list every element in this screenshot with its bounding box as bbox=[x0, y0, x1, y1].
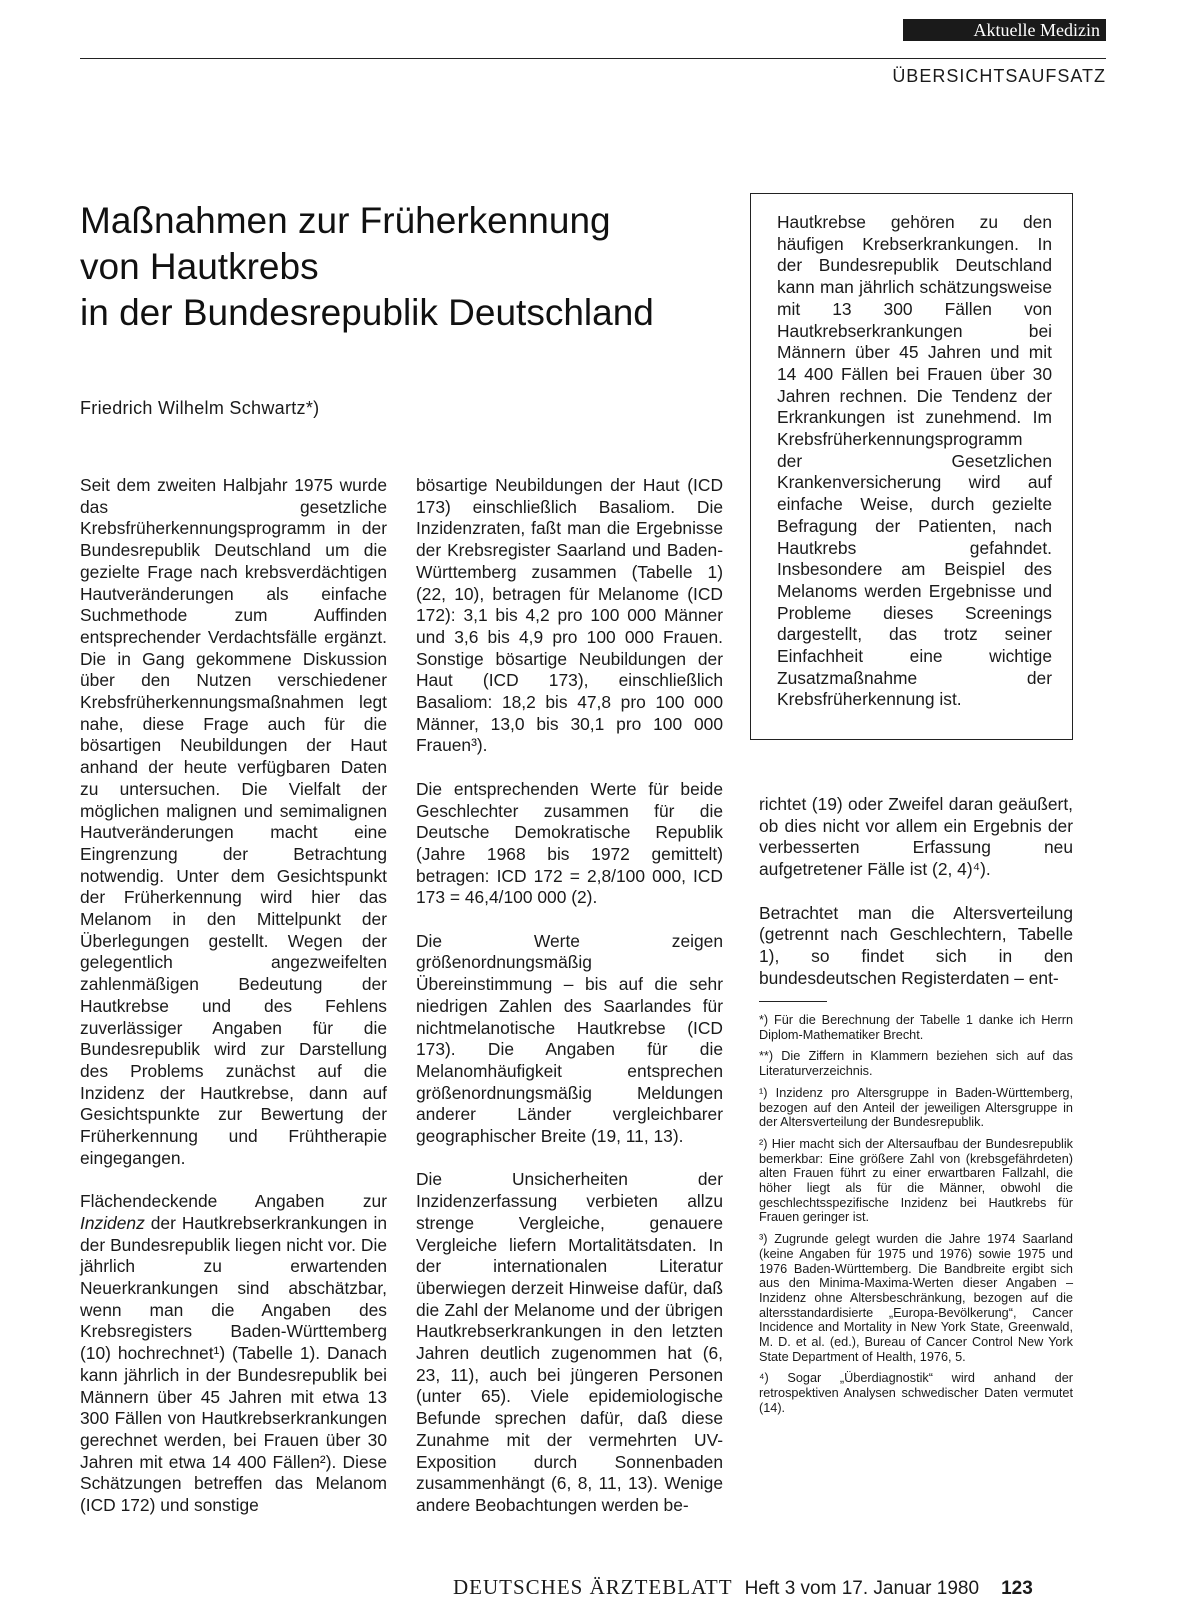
page-number: 123 bbox=[1001, 1578, 1033, 1599]
footnotes bbox=[759, 1013, 1073, 1423]
title-line: in der Bundesrepublik Deutschland bbox=[80, 292, 654, 333]
text-column-2 bbox=[416, 475, 723, 1517]
body-paragraph: Die Werte zeigen größenordnungsmäßig Übereinstimmung – bis auf die sehr niedrigen Zahlen des Saarlandes für nichtmelanotische Hautkrebse (ICD 173). Die Angaben für die Melanomhäufigkeit entsprechen größenordnungsmäßig Meldungen anderer Länder vergleichbarer geographischer Breite (19, 11, 13). bbox=[416, 930, 723, 1147]
body-paragraph: Die entsprechenden Werte für beide Geschlechter zusammen für die Deutsche Demokratische Republik (Jahre 1968 bis 1972 gemittelt) betragen: ICD 172 = 2,8/100 000, ICD 173 = 46,4/100 000 (2). bbox=[416, 778, 723, 908]
body-paragraph: Die Unsicherheiten der Inzidenzerfassung verbieten allzu strenge Vergleiche, genauere Vergleiche liefern Mortalitätsdaten. In der internationalen Literatur überwiegen derzeit Hinweise dafür, daß die Zahl der Melanome und der übrigen Hautkrebserkrankungen in den letzten Jahren deutlich zugenommen hat (6, 23, 11), auch bei jüngeren Personen (unter 65). Viele epidemiologische Befunde sprechen dafür, daß diese Zunahme mit der vermehrten UV-Exposition durch Sonnenbaden zusammenhängt (6, 8, 11, 13). Wenige andere Beobachtungen werden be- bbox=[416, 1169, 723, 1515]
body-paragraph: Betrachtet man die Altersverteilung (getrennt nach Geschlechtern, Tabelle 1), so findet sich in den bundesdeutschen Registerdaten – ent- bbox=[759, 902, 1073, 988]
body-paragraph: bösartige Neubildungen der Haut (ICD 173) einschließlich Basaliom. Die Inzidenzraten, faßt man die Ergebnisse der Krebsregister Saarland und Baden-Württemberg zusammen (Tabelle 1) (22, 10), betragen für Melanome (ICD 172): 3,1 bis 4,2 pro 100 000 Männer und 3,6 bis 4,9 pro 100 000 Frauen. Sonstige bösartige Neubildungen der Haut (ICD 173), einschließlich Basaliom: 18,2 bis 47,8 pro 100 000 Männer, 13,0 bis 30,1 pro 100 000 Frauen³). bbox=[416, 475, 723, 756]
footnote: **) Die Ziffern in Klammern beziehen sich auf das Literaturverzeichnis. bbox=[759, 1049, 1073, 1079]
article-title bbox=[80, 198, 760, 336]
page-footer bbox=[453, 1575, 1033, 1600]
header-rule bbox=[80, 58, 1106, 59]
footnote: ³) Zugrunde gelegt wurden die Jahre 1974 Saarland (keine Angaben für 1975 und 1976) sowie 1975 und 1976 Baden-Württemberg. Die Bandbreite ergibt sich aus den Minima-Maxima-Werten dieser Angaben – Inzidenz ohne Altersbeschränkung, bezogen auf die altersstandardisierte „Europa-Bevölkerung“, Cancer Incidence and Mortality in New York State, Greenwald, M. D. et al. (ed.), Bureau of Cancer Control New York State Department of Health, 1976, 5. bbox=[759, 1232, 1073, 1364]
footnote: ²) Hier macht sich der Altersaufbau der Bundesrepublik bemerkbar: Eine größere Zahl von (krebsgefährdeten) alten Frauen führt zu einer erwartbaren Fallzahl, die höher liegt als für die Männer, obwohl die geschlechtsspezifische Inzidenz bei Hautkrebs für Frauen geringer ist. bbox=[759, 1136, 1073, 1225]
article-type-label: ÜBERSICHTSAUFSATZ bbox=[892, 66, 1106, 86]
body-paragraph: Flächendeckende Angaben zur Inzidenz der Hautkrebserkrankungen in der Bundesrepublik liegen nicht vor. Die jährlich zu erwartenden Neuerkrankungen sind abschätzbar, wenn man die Angaben des Krebsregisters Baden-Württemberg (10) hochrechnet¹) (Tabelle 1). Danach kann jährlich in der Bundesrepublik bei Männern über 45 Jahren mit etwa 13 300 Fällen von Hautkrebserkrankungen gerechnet werden, bei Frauen über 30 Jahren mit etwa 14 400 Fällen²). Diese Schätzungen betreffen das Melanom (ICD 172) und sonstige bbox=[80, 1191, 387, 1516]
summary-text: Hautkrebse gehören zu den häufigen Krebserkrankungen. In der Bundesrepublik Deutschland kann man jährlich schätzungsweise mit 13 300 Fällen von Hautkrebserkrankungen bei Männern über 45 Jahren und mit 14 400 Fällen bei Frauen über 30 Jahren rechnen. Die Tendenz der Erkrankungen ist zunehmend. Im Krebsfrüherkennungsprogramm der Gesetzlichen Krankenversicherung wird auf einfache Weise, durch gezielte Befragung der Patienten, nach Hautkrebs gefahndet. Insbesondere am Beispiel des Melanoms werden Ergebnisse und Probleme dieses Screenings dargestellt, das trotz seiner Einfachheit eine wichtige Zusatzmaßnahme der Krebsfrüherkennung ist. bbox=[777, 212, 1052, 710]
text-column-3 bbox=[759, 794, 1073, 989]
body-paragraph: richtet (19) oder Zweifel daran geäußert, ob dies nicht vor allem ein Ergebnis der verbesserten Erfassung neu aufgetretener Fälle ist (2, 4)⁴). bbox=[759, 794, 1073, 880]
title-line: Maßnahmen zur Früherkennung bbox=[80, 200, 611, 241]
body-paragraph: Seit dem zweiten Halbjahr 1975 wurde das gesetzliche Krebsfrüherkennungsprogramm in der Bundesrepublik Deutschland um die gezielte Frage nach krebsverdächtigen Hautveränderungen als einfache Suchmethode zum Auffinden entsprechender Verdachtsfälle ergänzt. Die in Gang gekommene Diskussion über den Nutzen verschiedener Krebsfrüherkennungsmaßnahmen legt nahe, diese Frage auch für die bösartigen Neubildungen der Haut anhand der heute verfügbaren Daten zu untersuchen. Die Vielfalt der möglichen malignen und semimalignen Hautveränderungen macht eine Eingrenzung der Betrachtung notwendig. Unter dem Gesichtspunkt der Früherkennung wird hier das Melanom in den Mittelpunkt der Überlegungen gestellt. Wegen der gelegentlich angezweifelten zahlenmäßigen Bedeutung der Hautkrebse und des Fehlens zuverlässiger Angaben für die Bundesrepublik wird zur Darstellung des Problems zunächst auf die Inzidenz der Hautkrebse, dann auf Gesichtspunkte zur Bewertung der Früherkennung und Frühtherapie eingegangen. bbox=[80, 475, 387, 1168]
text-column-1 bbox=[80, 475, 387, 1517]
title-line: von Hautkrebs bbox=[80, 246, 319, 287]
footnote: ¹) Inzidenz pro Altersgruppe in Baden-Württemberg, bezogen auf den Anteil der jeweiligen Altersgruppe in der Altersverteilung der Bundesrepublik. bbox=[759, 1085, 1073, 1130]
section-label: Aktuelle Medizin bbox=[903, 19, 1106, 41]
summary-box bbox=[750, 193, 1073, 740]
author-name: Friedrich Wilhelm Schwartz*) bbox=[80, 398, 320, 418]
issue-info: Heft 3 vom 17. Januar 1980 bbox=[744, 1578, 980, 1599]
footnote: ⁴) Sogar „Überdiagnostik“ wird anhand der retrospektiven Analysen schwedischer Daten vermutet (14). bbox=[759, 1371, 1073, 1415]
footnote: *) Für die Berechnung der Tabelle 1 danke ich Herrn Diplom-Mathematiker Brecht. bbox=[759, 1013, 1073, 1042]
emphasis: Inzidenz bbox=[80, 1212, 145, 1233]
journal-name: DEUTSCHES ÄRZTEBLATT bbox=[453, 1575, 733, 1599]
footnote-rule bbox=[759, 1001, 827, 1002]
